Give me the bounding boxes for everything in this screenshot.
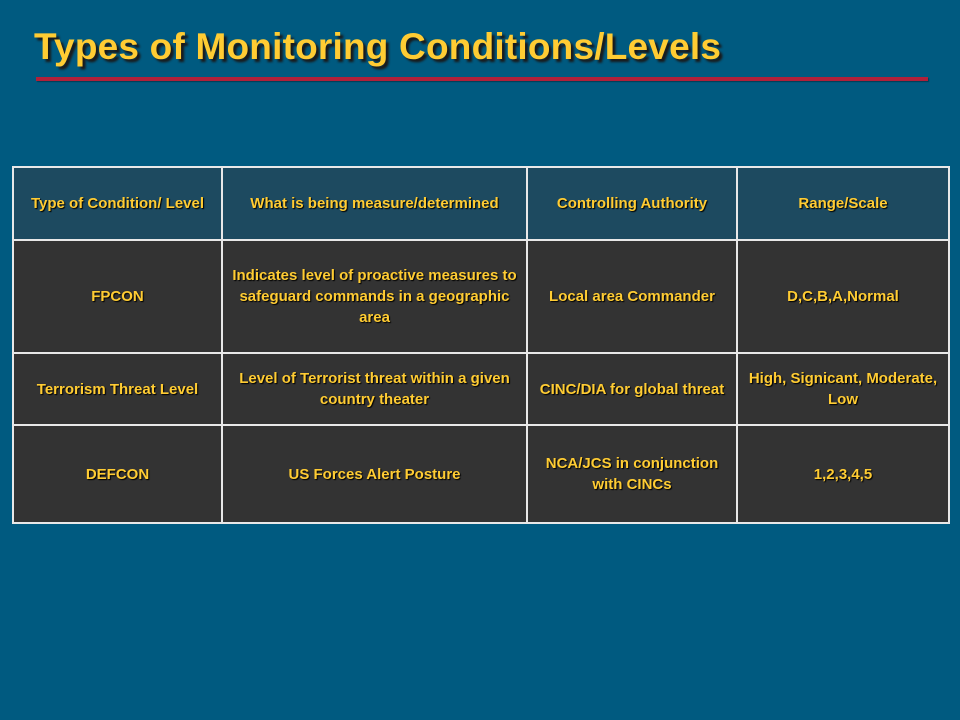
- table-cell: Local area Commander: [527, 240, 737, 353]
- table-cell: US Forces Alert Posture: [222, 425, 527, 523]
- table-cell: Terrorism Threat Level: [13, 353, 222, 425]
- header-what-is-measured: What is being measure/determined: [222, 167, 527, 240]
- table-cell: NCA/JCS in conjunction with CINCs: [527, 425, 737, 523]
- table-row: [13, 240, 949, 353]
- table-cell: Indicates level of proactive measures to safeguard commands in a geographic area: [222, 240, 527, 353]
- table-cell: CINC/DIA for global threat: [527, 353, 737, 425]
- slide-title: Types of Monitoring Conditions/Levels: [34, 26, 722, 67]
- conditions-table: [12, 166, 950, 524]
- header-controlling-authority: Controlling Authority: [527, 167, 737, 240]
- table-cell: FPCON: [13, 240, 222, 353]
- table-cell: D,C,B,A,Normal: [737, 240, 949, 353]
- table-cell: 1,2,3,4,5: [737, 425, 949, 523]
- conditions-table-container: [12, 166, 948, 524]
- header-range-scale: Range/Scale: [737, 167, 949, 240]
- table-cell: DEFCON: [13, 425, 222, 523]
- table-row: [13, 425, 949, 523]
- table-cell: High, Signicant, Moderate, Low: [737, 353, 949, 425]
- header-type-of-condition: Type of Condition/ Level: [13, 167, 222, 240]
- table-cell: Level of Terrorist threat within a given country theater: [222, 353, 527, 425]
- title-underline: [36, 77, 928, 81]
- table-header-row: [13, 167, 949, 240]
- table-row: [13, 353, 949, 425]
